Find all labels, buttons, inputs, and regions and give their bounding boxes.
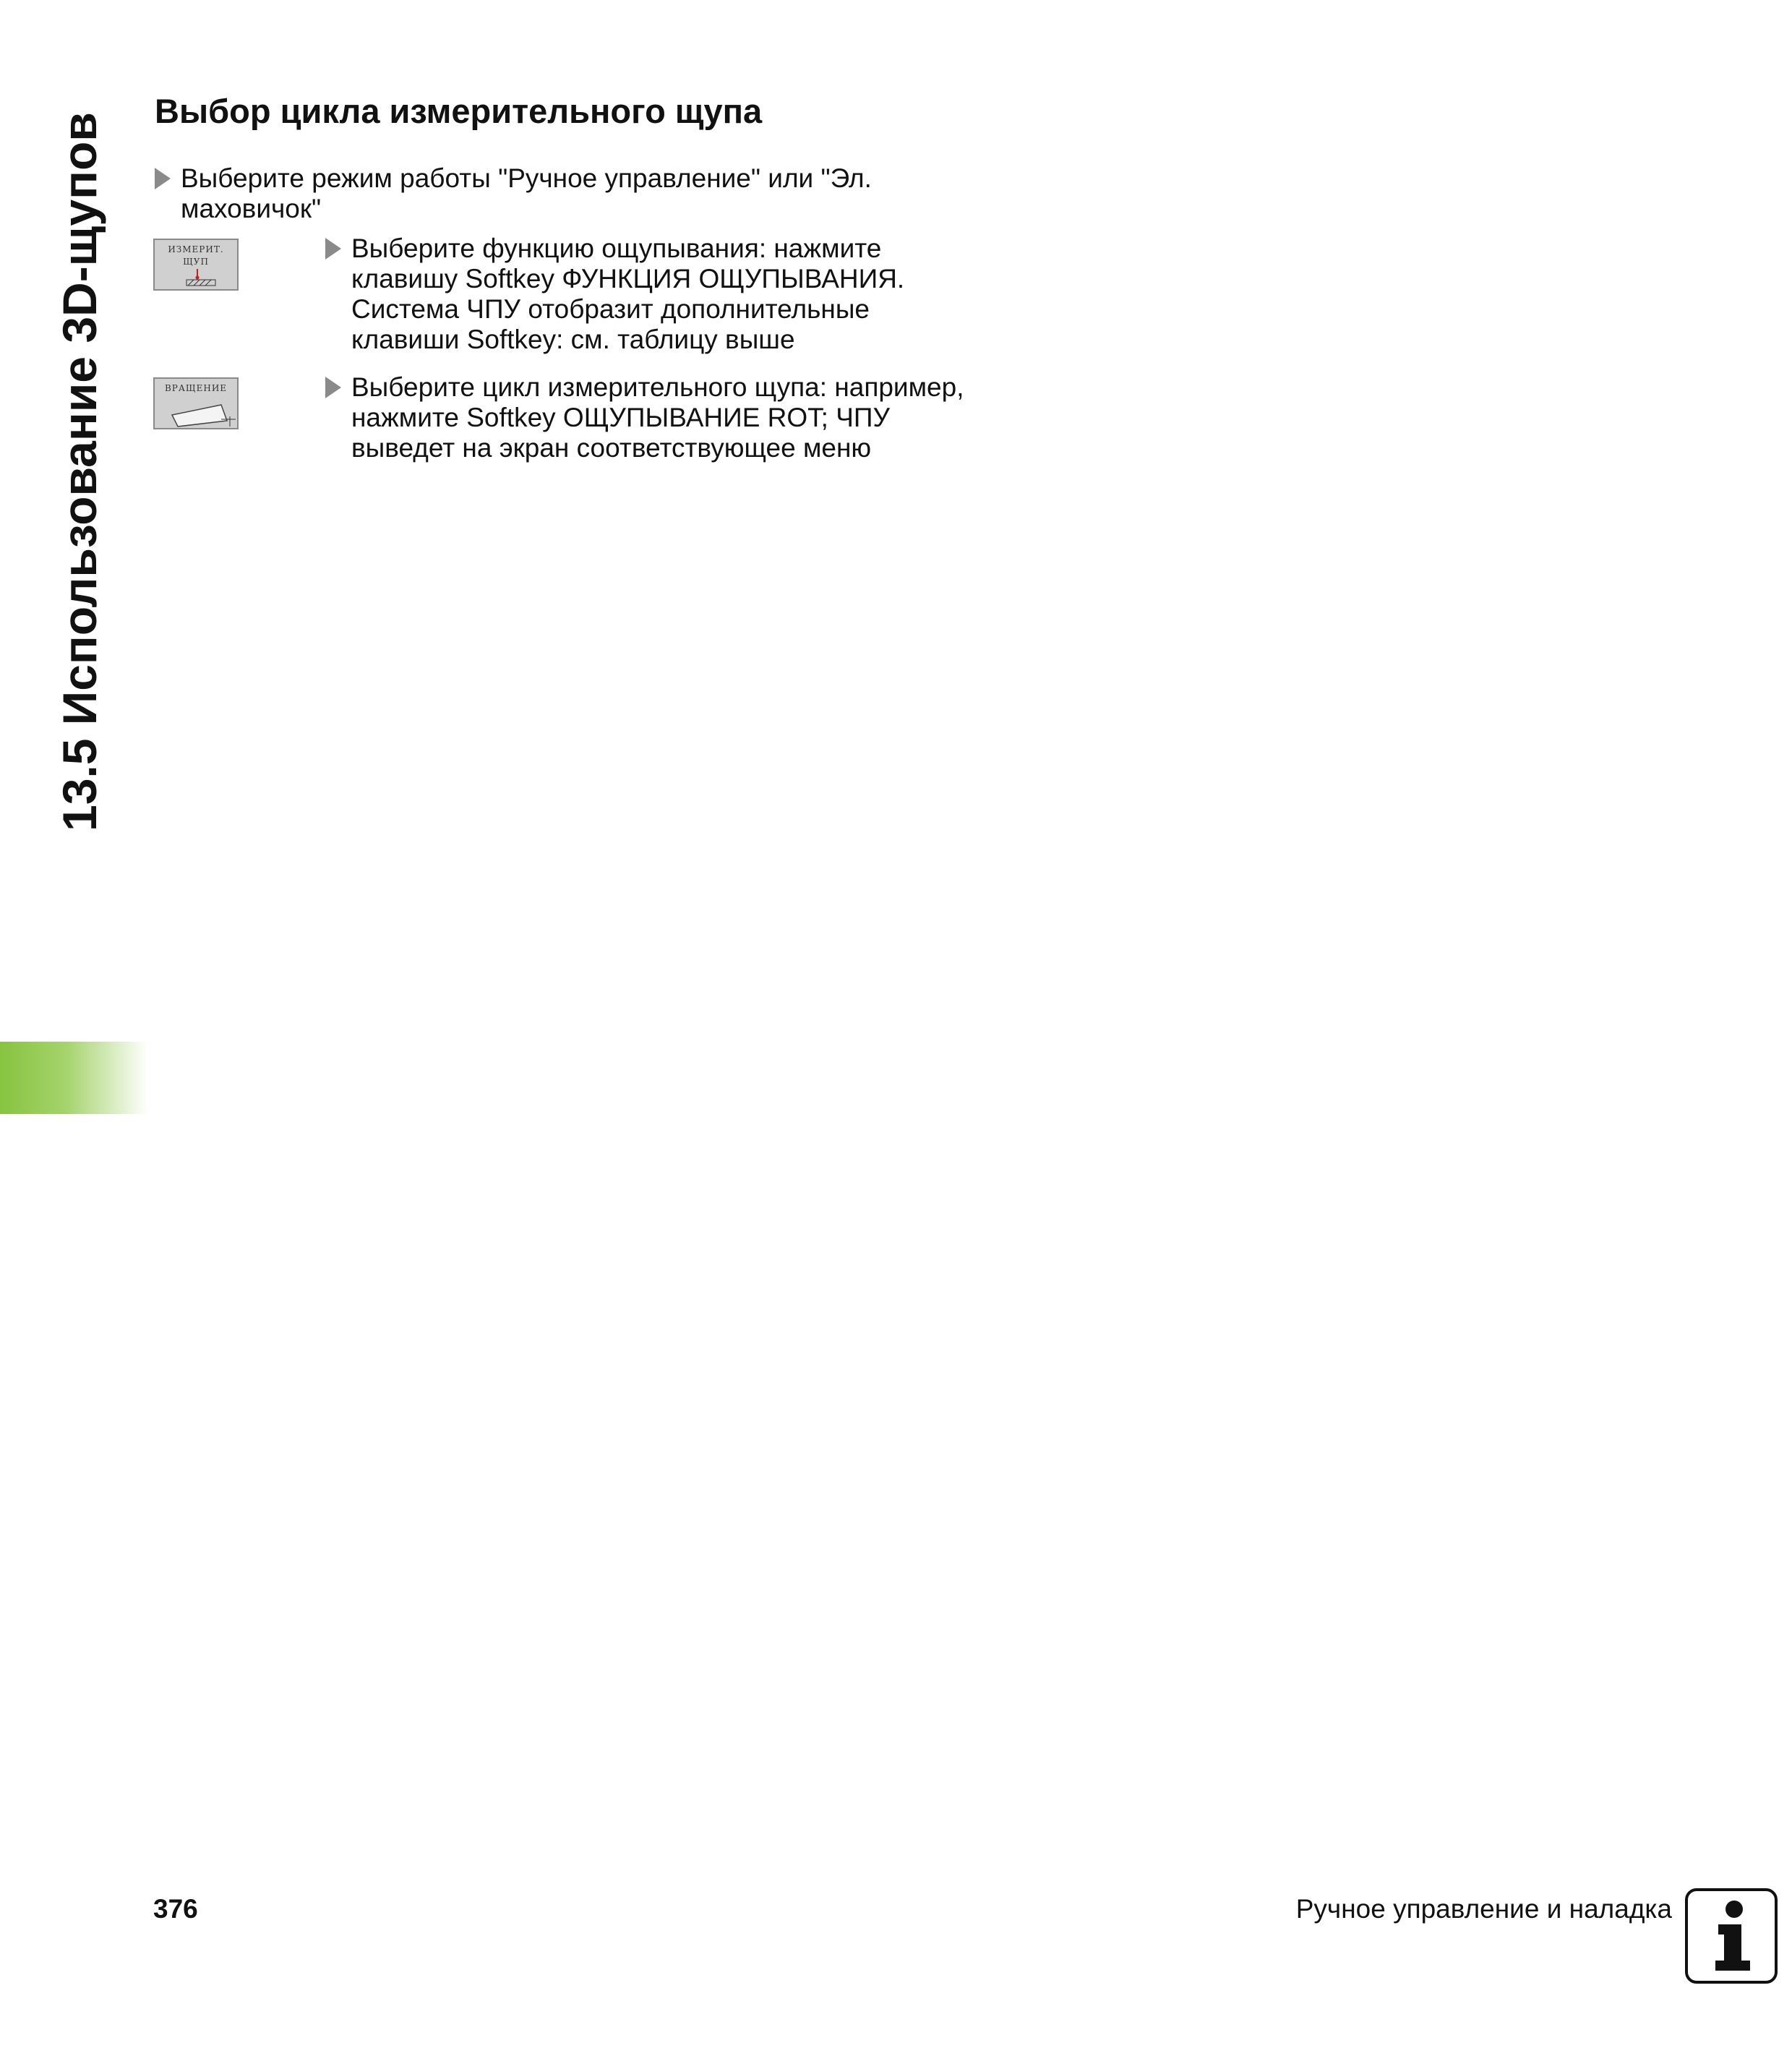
chapter-tab-marker <box>0 1042 148 1114</box>
arrow-bullet-icon <box>325 238 341 260</box>
softkey-label: ЩУП <box>183 257 209 267</box>
step-text: Выберите цикл измерительного щупа: например, нажмите Softkey ОЩУПЫВАНИЕ ROT; ЧПУ выведет на экран соответствующее меню <box>351 372 964 463</box>
arrow-bullet-icon <box>155 168 171 189</box>
step-item <box>325 372 976 463</box>
page-number: 376 <box>153 1894 198 1924</box>
chapter-side-title: 13.5 Использование 3D-щупов <box>53 112 106 831</box>
probe-icon <box>155 240 240 292</box>
section-title: Выбор цикла измерительного щупа <box>155 92 763 130</box>
step-item <box>325 233 961 355</box>
softkey-probe-rotation[interactable] <box>153 377 239 429</box>
softkey-label: ИЗМЕРИТ. <box>168 244 224 254</box>
arrow-bullet-icon <box>325 377 341 398</box>
step-text: Выберите функцию ощупывания: нажмите клавишу Softkey ФУНКЦИЯ ОЩУПЫВАНИЯ. Система ЧПУ отобразит дополнительные клавиши Softkey: см. таблицу выше <box>351 233 905 354</box>
footer-chapter-name: Ручное управление и наладка <box>1295 1894 1672 1924</box>
info-icon[interactable] <box>1685 1888 1778 1984</box>
step-item <box>155 163 921 224</box>
softkey-probe-function[interactable] <box>153 239 239 291</box>
rotation-icon <box>155 379 240 431</box>
step-text: Выберите режим работы "Ручное управление" или "Эл. маховичок" <box>181 163 872 223</box>
softkey-label: ВРАЩЕНИЕ <box>164 383 228 393</box>
